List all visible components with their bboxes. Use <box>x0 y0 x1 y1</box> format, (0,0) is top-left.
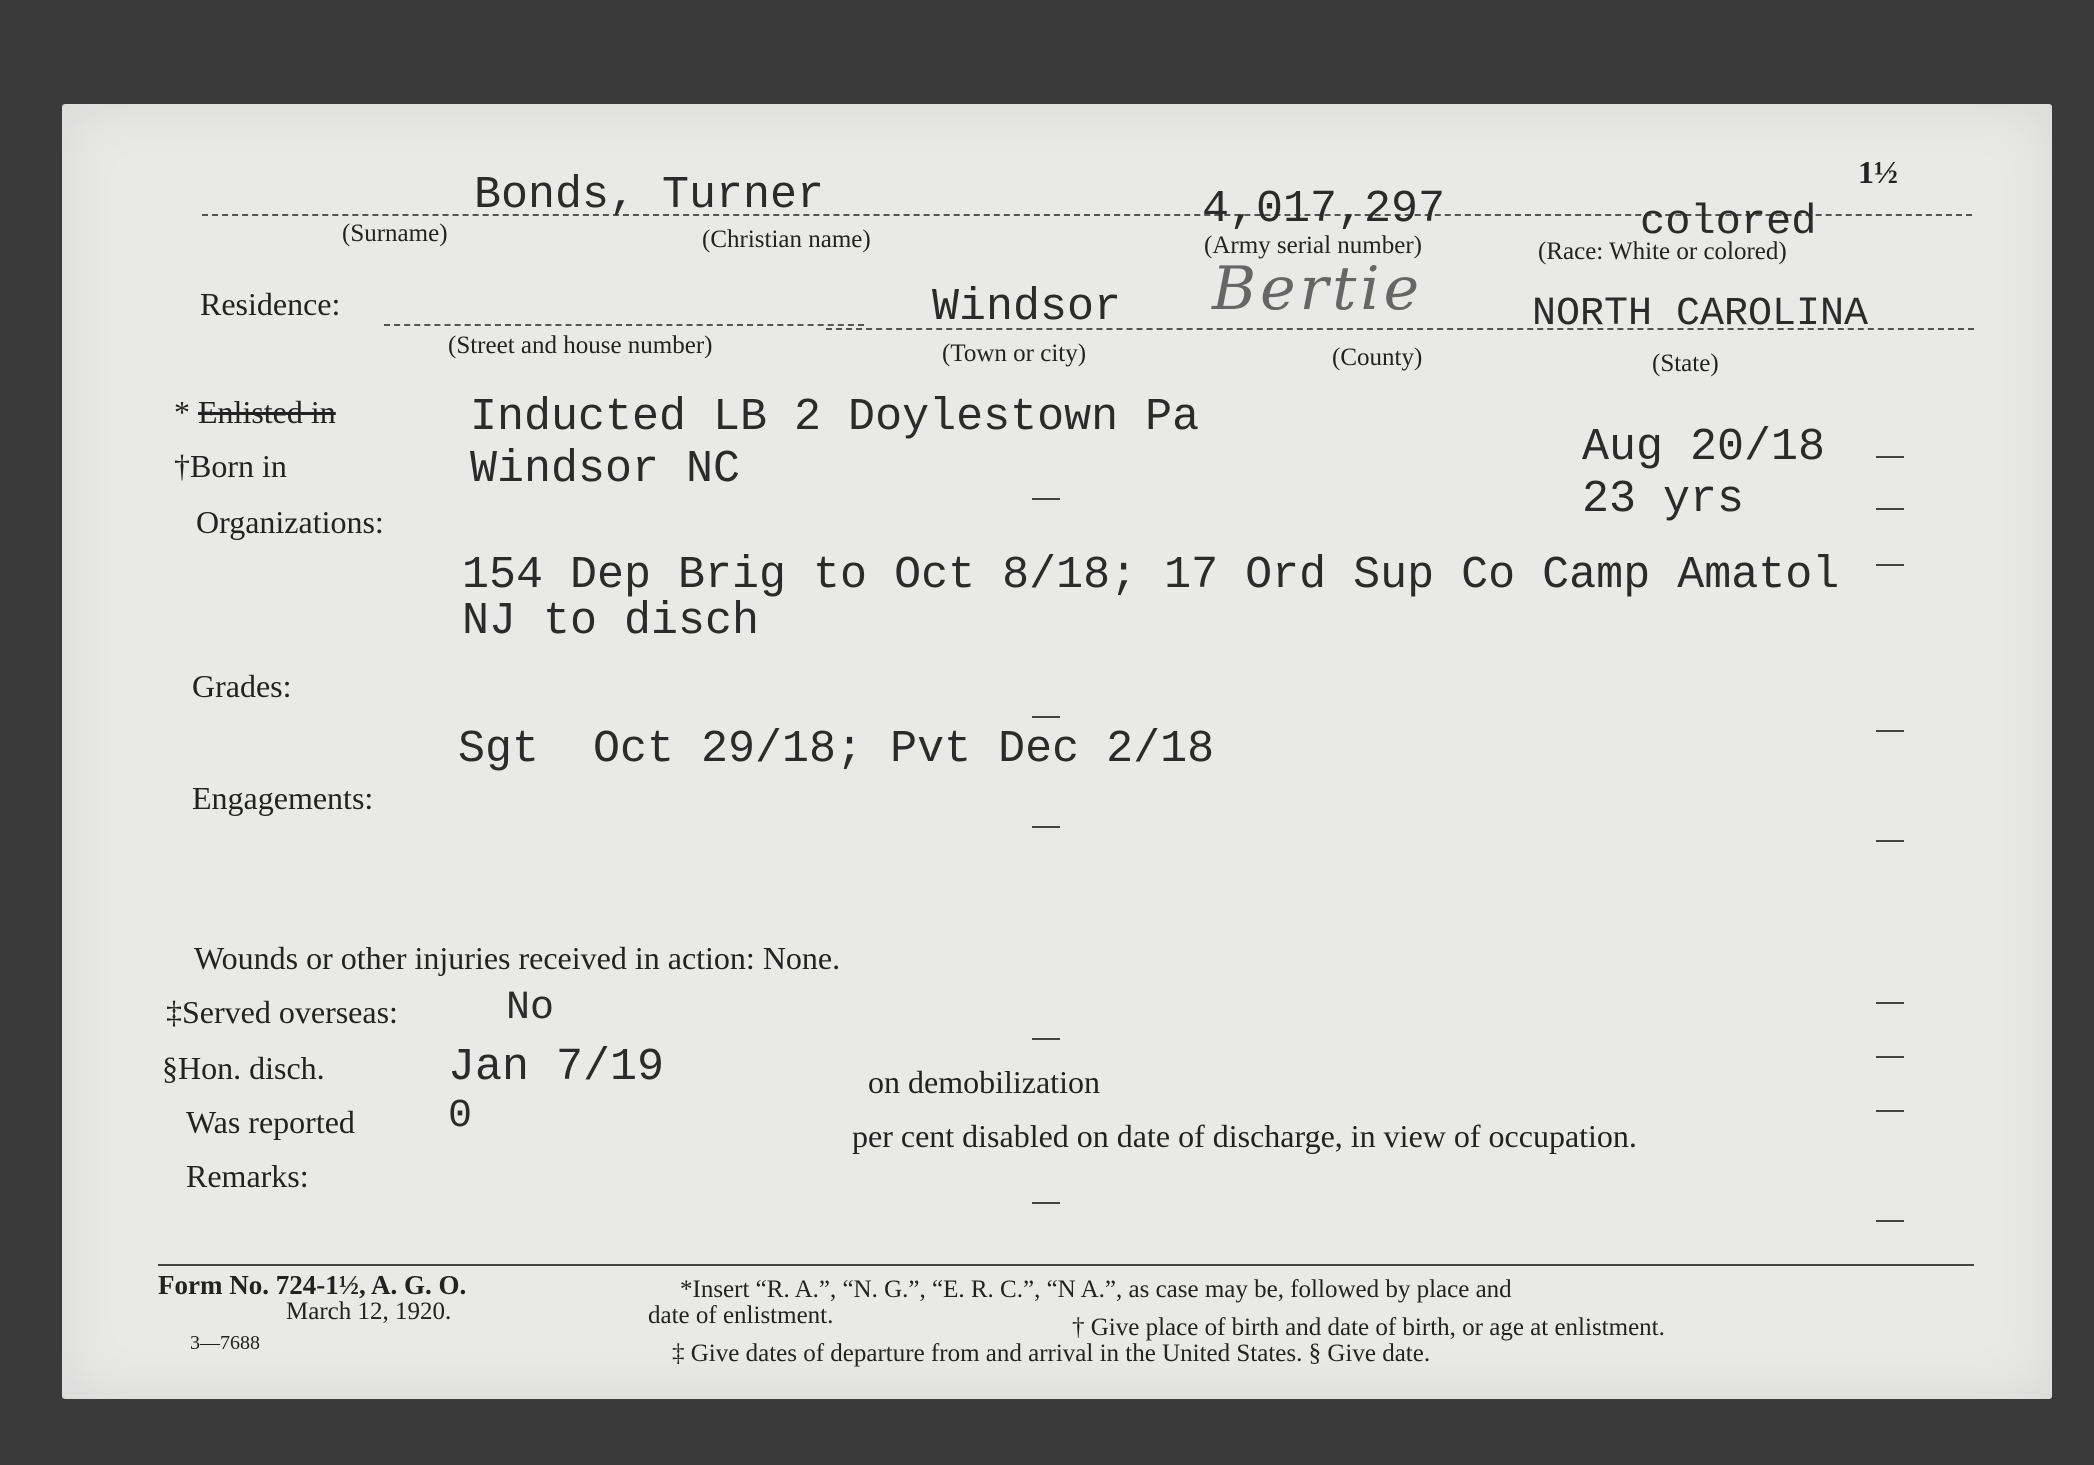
county-label: (County) <box>1332 344 1423 371</box>
tick-mark <box>1032 826 1060 828</box>
state-value: NORTH CAROLINA <box>1532 292 1869 337</box>
tick-mark <box>1876 1110 1904 1112</box>
organizations-line-1: 154 Dep Brig to Oct 8/18; 17 Ord Sup Co Camp Amatol <box>462 550 1840 601</box>
wounds-label: Wounds or other injuries received in action: <box>194 940 755 976</box>
engagements-label: Engagements: <box>192 780 374 816</box>
reported-note: per cent disabled on date of discharge, in view of occupation. <box>852 1118 1637 1154</box>
enlisted-mark: * <box>174 394 190 430</box>
street-line <box>384 324 864 326</box>
remarks-label: Remarks: <box>186 1158 309 1194</box>
born-value: Windsor NC <box>470 444 741 495</box>
overseas-mark: ‡ <box>166 994 182 1030</box>
race-label: (Race: White or colored) <box>1538 238 1787 265</box>
state-label: (State) <box>1652 350 1719 377</box>
born-mark: † <box>174 448 190 484</box>
born-label: Born in <box>190 448 287 484</box>
wounds-value: None. <box>762 940 841 976</box>
footnote-line-2b: † Give place of birth and date of birth, or age at enlistment. <box>1072 1314 1665 1341</box>
discharge-value: Jan 7/19 <box>448 1042 665 1093</box>
tick-mark <box>1876 1220 1904 1222</box>
serial-number-label: (Army serial number) <box>1204 232 1422 259</box>
record-card <box>62 104 2052 1399</box>
town-label: (Town or city) <box>942 340 1087 367</box>
footnote-line-1: *Insert “R. A.”, “N. G.”, “E. R. C.”, “N A.”, as case may be, followed by place and <box>680 1276 1512 1303</box>
tick-mark <box>1876 1056 1904 1058</box>
discharge-label: Hon. disch. <box>178 1050 325 1086</box>
town-value: Windsor <box>932 282 1122 333</box>
page-mark: 1½ <box>1858 154 1898 190</box>
grades-value: Sgt Oct 29/18; Pvt Dec 2/18 <box>458 724 1215 775</box>
footnote-line-2a: date of enlistment. <box>648 1302 834 1329</box>
tick-mark <box>1876 840 1904 842</box>
county-value-handwritten: Bertie <box>1212 254 1424 324</box>
tick-mark <box>1876 564 1904 566</box>
christian-name-value: Turner <box>662 170 825 221</box>
overseas-value: No <box>506 986 555 1031</box>
reported-label: Was reported <box>186 1104 355 1140</box>
christian-name-label: (Christian name) <box>702 226 871 253</box>
born-age: 23 yrs <box>1582 474 1745 525</box>
enlisted-date: Aug 20/18 <box>1582 422 1826 473</box>
surname-label: (Surname) <box>342 220 448 247</box>
footnote-line-3: ‡ Give dates of departure from and arrival in the United States. § Give date. <box>672 1340 1431 1367</box>
organizations-label: Organizations: <box>196 504 384 540</box>
street-label: (Street and house number) <box>448 332 713 359</box>
tick-mark <box>1032 1202 1060 1204</box>
race-value: colored <box>1640 198 1817 246</box>
tick-mark <box>1876 456 1904 458</box>
surname-value: Bonds, <box>474 170 637 221</box>
discharge-note: on demobilization <box>868 1064 1100 1100</box>
discharge-mark: § <box>162 1050 178 1086</box>
tick-mark <box>1032 498 1060 500</box>
reported-value: 0 <box>448 1094 473 1139</box>
form-code: 3—7688 <box>190 1332 260 1354</box>
form-date: March 12, 1920. <box>286 1298 452 1325</box>
tick-mark <box>1032 716 1060 718</box>
overseas-label: Served overseas: <box>182 994 398 1030</box>
residence-label: Residence: <box>200 286 341 322</box>
footer-rule <box>158 1264 1974 1266</box>
tick-mark <box>1876 1002 1904 1004</box>
tick-mark <box>1876 508 1904 510</box>
grades-label: Grades: <box>192 668 292 704</box>
tick-mark <box>1032 1038 1060 1040</box>
enlisted-label: Enlisted in <box>198 394 336 430</box>
serial-number-value: 4,017,297 <box>1202 184 1446 235</box>
form-number: Form No. 724-1½, A. G. O. <box>158 1270 467 1300</box>
tick-mark <box>1876 730 1904 732</box>
organizations-line-2: NJ to disch <box>462 596 760 647</box>
enlisted-value: Inducted LB 2 Doylestown Pa <box>470 392 1200 443</box>
